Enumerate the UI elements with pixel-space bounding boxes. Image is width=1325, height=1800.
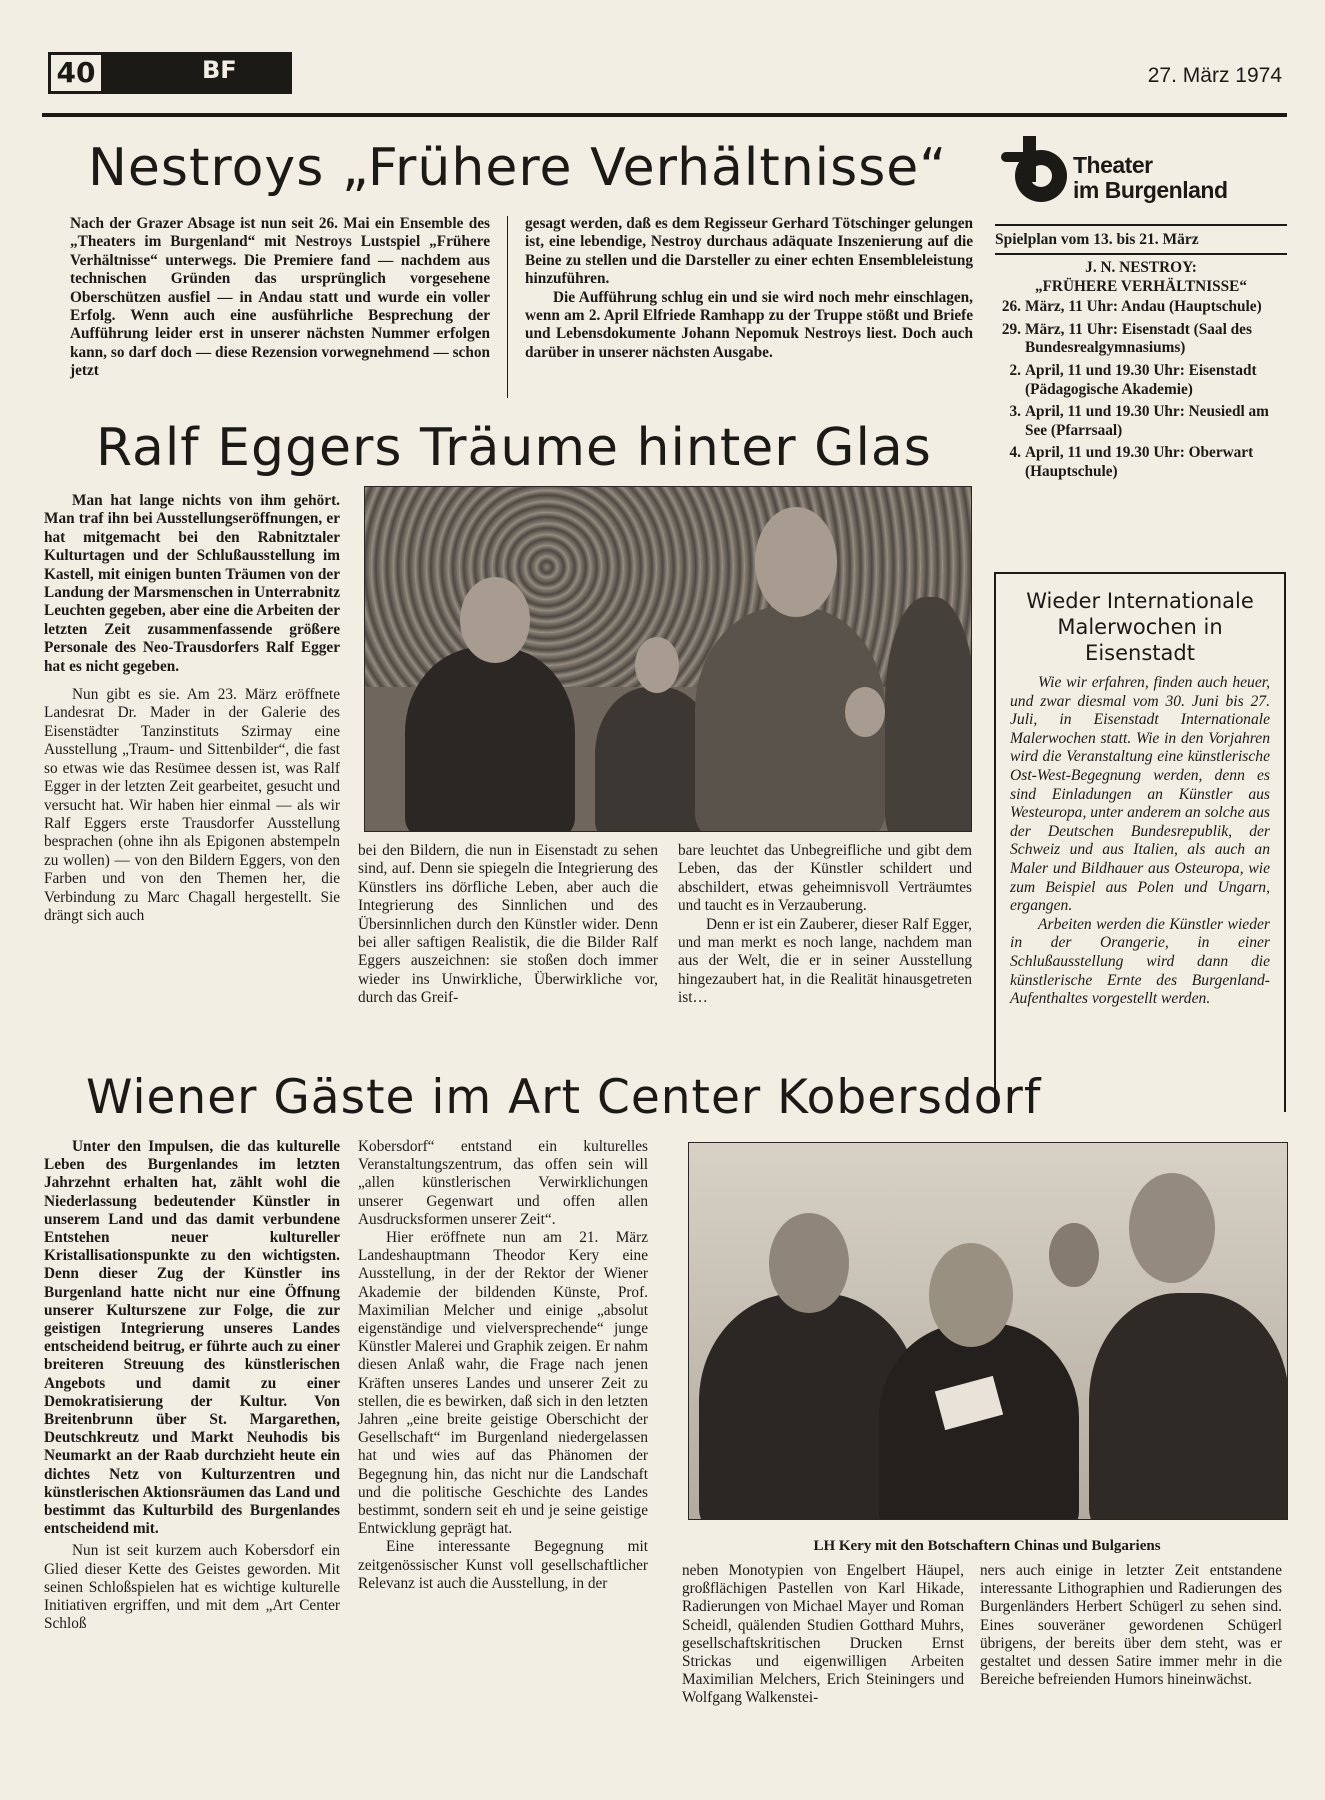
entry-text: April, 11 und 19.30 Uhr: Eisenstadt (Pädagogische Akademie) (1025, 361, 1257, 398)
schedule-entry (995, 403, 1287, 440)
person-center-head (929, 1243, 1013, 1347)
article3-col2-p2: Hier eröffnete nun am 21. März Landeshauptmann Theodor Kery eine Ausstellung, in der der Rektor der Wiener Akademie der bildenden Künste, Prof. Maximilian Melcher und einige „absolut eigenständige und vielversprechende“ junge Künstler Malerei und Graphik zeigen. Er nahm diesen Anlaß wahr, die Frage nach jenen Kräften unseres Landes und unserer Zeit zu stellen, die es bewirken, daß sich in den letzten Jahren „eine breite geistige Oberschicht der Gesellschaft“ im Burgenland niedergelassen hat und wies auf das Phänomen der Begegnung hin, das nicht nur die Landschaft und die politische Geschichte des Landes bestimmt, sondern seit eh und je seine geistige Entwicklung geprägt hat. (358, 1229, 648, 1538)
person-center (879, 1323, 1079, 1520)
page-number: 40 (48, 52, 104, 94)
schedule-entry (995, 321, 1287, 358)
article2-p2: Nun gibt es sie. Am 23. März eröffnete Landesrat Dr. Mader in der Galerie des Eisenstädter Tanzinstituts Szirmay eine Ausstellung „Traum- und Sittenbilder“, die fast so etwas wie das Resümee dessen ist, was Ralf Egger in der letzten Zeit gearbeitet, gesucht und versucht hat. Wir haben hier einmal — als wir Ralf Eggers erste Trausdorfer Ausstellung besprachen (ohne ihn als Epigonen abstempeln zu wollen) — von den Bildern Eggers, von den Farben und von den Themen her, die Verbindung zu Marc Chagall hergestellt. Sie drängt sich auch (44, 686, 340, 924)
person-right (1089, 1293, 1288, 1520)
article1-col-divider (507, 216, 508, 398)
person-left-head (460, 577, 530, 663)
malerwochen-title: Wieder Internationale Malerwochen in Eisenstadt (1026, 589, 1254, 665)
page-header (40, 50, 1290, 120)
entry-day: 26. (1001, 298, 1021, 316)
article1-col2 (525, 215, 973, 362)
article2-col3-p1: bare leuchtet das Unbegreifliche und gibt dem Leben, das der Künstler schildert und abschildert, etwas geheimnisvoll Verträumtes und taucht es in Verzauberung. (678, 842, 972, 915)
person-right (885, 597, 972, 832)
malerwochen-p1: Wie wir erfahren, finden auch heuer, und zwar diesmal vom 30. Juni bis 27. Juli, in Eisenstadt Internationale Malerwochen statt. Wie in den Vorjahren wird die Veranstaltung eine künstlerische Ost-West-Begegnung werden, denn es sind Einladungen an Künstler aus Westeuropa, unter anderem an solche aus der Deutschen Bundesrepublik, der Schweiz und aus Italien, als auch an Maler und Bildhauer aus Osteuropa, wie zum Beispiel aus Polen und Ungarn, ergangen. (1010, 674, 1270, 915)
article1-col2-p2: Die Aufführung schlug ein und sie wird noch mehr einschlagen, wenn am 2. April Elfriede Ramhapp zu der Truppe stößt und Briefe und Lebensdokumente Johann Nepomuk Nestroys liest. Doch auch darüber in unserer nächsten Ausgabe. (525, 288, 973, 361)
kery-ambassadors-photo (688, 1142, 1288, 1520)
article3-col1 (44, 1138, 340, 1633)
article3-col2-p3: Eine interessante Begegnung mit zeitgenössischer Kunst voll gesellschaftlicher Relevanz ist auch die Ausstellung, in der (358, 1538, 648, 1592)
article3-col1-p2: Nun ist seit kurzem auch Kobersdorf ein Glied dieser Kette des Geistes geworden. Mit seinen Schloßspielen hat es wichtige kulturelle Initiativen ergriffen, und mit dem „Art Center Schloß (44, 1542, 340, 1633)
play-title: „FRÜHERE VERHÄLTNISSE“ (1034, 277, 1248, 295)
article2-col1 (44, 492, 340, 925)
article1-col2-p1: gesagt werden, daß es dem Regisseur Gerhard Tötschinger gelungen ist, eine lebendige, Nestroy durchaus adäquate Inszenierung auf die Beine zu stellen und die Darsteller zu einer echten Ensembleleistung hinzuführen. (525, 215, 973, 288)
theater-logo-icon (995, 130, 1075, 210)
egger-exhibition-photo (364, 486, 972, 832)
article2-lead: Man hat lange nichts von ihm gehört. Man traf ihn bei Ausstellungseröffnungen, er hat mitgemacht bei den Rabnitztaler Kulturtagen und der Schlußausstellung im Kastell, mit einigen bunten Träumen von der Landung der Marsmenschen in Unterrabnitz Leuchten gegeben, aber eine die Arbeiten der letzten Zeit zusammenfassende größere Personale des Neo-Trausdorfers Ralf Egger hat es nicht gegeben. (44, 492, 340, 675)
article2-col2: bei den Bildern, die nun in Eisenstadt zu sehen sind, auf. Denn sie spiegeln die Integrierung des Künstlers ins dörfliche Leben, aber auch die Integrierung des Sinnlichen und des Übersinnlichen durch den Künstler wider. Denn bei aller saftigen Realistik, die die Bilder Ralf Eggers auszeichnen: sie stoßen doch immer wieder ins Unwirkliche, Überwirkliche vor, durch das Greif- (358, 842, 658, 1007)
article3-col1-p1: Unter den Impulsen, die das kulturelle Leben des Burgenlandes im letzten Jahrzehnt erhalten hat, zählt wohl die Niederlassung bedeutender Künstler in unserem Land und das damit verbundene Entstehen neuer kultureller Kristallisationspunkte zu den wichtigsten. Denn dieser Zug der Künstler ins Burgenland hatte nicht nur eine Öffnung unserer Kulturszene zur Folge, die zur geistigen Integrierung unseres Landes entscheidend beitrug, er führte auch zu einer breiteren Streuung des künstlerischen Angebots und damit zu einer Demokratisierung der Kultur. Von Breitenbrunn über St. Margarethen, Deutschkreutz und Markt Neuhodis bis Neumarkt an der Raab durchzieht heute ein dichtes Netz von Kulturzentren und künstlerischen Aktionsräumen das Land und bestimmt das Kulturbild des Burgenlandes entscheidend mit. (44, 1138, 340, 1538)
article2-title: Ralf Eggers Träume hinter Glas (96, 418, 932, 478)
article1-title: Nestroys „Frühere Verhältnisse“ (88, 138, 948, 198)
person-back-head (1049, 1223, 1099, 1287)
schedule-entry (995, 444, 1287, 481)
play-author: J. N. NESTROY: (1085, 259, 1197, 276)
schedule-list (995, 298, 1287, 481)
article3-col2 (358, 1138, 648, 1593)
publication-label (102, 52, 292, 94)
kery-photo-caption: LH Kery mit den Botschaftern Chinas und Bulgariens (813, 1538, 1161, 1554)
article1-col1: Nach der Grazer Absage ist nun seit 26. Mai ein Ensemble des „Theaters im Burgenland“ mit Nestroys Lustspiel „Frühere Verhältnisse“ unterwegs. Die Premiere fand — nachdem aus technischen Gründen das ursprünglich vorgesehene Oberschützen ausfiel — in Andau statt und wurde ein voller Erfolg. Wenn auch eine ausführliche Besprechung der Aufführung leider erst in unserer nächsten Nummer erfolgen kann, so darf doch — diese Rezension vorwegnehmend — schon jetzt (70, 215, 490, 380)
entry-day: 3. (1009, 403, 1021, 421)
article2-col3-p2: Denn er ist ein Zauberer, dieser Ralf Egger, und man merkt es noch lange, nachdem man aus der Welt, die er in seiner Ausstellung hingezaubert hat, in die Realität hinausgetreten ist… (678, 915, 972, 1007)
publication-name: BF (202, 56, 237, 84)
article3-col4: ners auch einige in letzter Zeit entstandene interessante Lithographien und Radierungen des Burgenländers Herbert Schügerl zu sehen sind. Eines souveräner gewordenen Schügerl übrigens, der bereits über dem steht, was er gestaltet und dessen Satire immer mehr in die Bereiche befreienden Humors hineinwächst. (980, 1562, 1282, 1689)
entry-text: April, 11 und 19.30 Uhr: Neusiedl am See (Pfarrsaal) (1025, 403, 1269, 439)
person-center-head (635, 637, 679, 693)
article2-col3 (678, 842, 972, 1008)
issue-date: 27. März 1974 (1147, 64, 1282, 87)
schedule-entry (995, 362, 1287, 399)
person-right-head (1129, 1173, 1215, 1283)
entry-day: 29. (1001, 320, 1021, 338)
malerwochen-p2: Arbeiten werden die Künstler wieder in der Orangerie, in einer Schlußausstellung wird dann die künstlerische Ernte des Burgenland-Aufenthaltes vorgestellt werden. (1010, 915, 1270, 1008)
schedule-heading: Spielplan vom 13. bis 21. März (995, 231, 1199, 248)
child-head (845, 687, 885, 737)
malerwochen-box (994, 572, 1286, 1112)
logo-text-line1: Theater (1073, 152, 1153, 178)
article3-col2-p1: Kobersdorf“ entstand ein kulturelles Veranstaltungszentrum, das offen sein will „allen künstlerischen Verwirklichungen unserer Gegenwart und offen allen Ausdrucksformen unserer Zeit“. (358, 1138, 648, 1228)
person-main-head (755, 507, 837, 617)
entry-text: März, 11 Uhr: Andau (Hauptschule) (1025, 298, 1262, 316)
entry-text: April, 11 und 19.30 Uhr: Oberwart (Hauptschule) (1025, 444, 1254, 480)
entry-day: 2. (1009, 361, 1021, 379)
sidebar (995, 130, 1287, 482)
person-left-head (769, 1213, 849, 1313)
article3-title: Wiener Gäste im Art Center Kobersdorf (86, 1070, 1042, 1125)
sidebar-rule-top (995, 224, 1287, 226)
theater-logo (995, 130, 1287, 218)
entry-day: 4. (1009, 444, 1021, 462)
article3-col3: neben Monotypien von Engelbert Häupel, großflächigen Pastellen von Karl Hikade, Radierungen von Michael Mayer und Roman Scheidl, quälenden Studien Gotthard Muhrs, gesellschaftskritischen Drucken Ernst Strickas und eigenwilligen Arbeiten Maximilian Melchers, Erich Steiningers und Wolfgang Walkenstei- (682, 1562, 964, 1707)
entry-text: März, 11 Uhr: Eisenstadt (Saal des Bundesrealgymnasiums) (1025, 320, 1252, 357)
logo-text-line2: im Burgenland (1073, 177, 1228, 203)
sidebar-rule-2 (995, 253, 1287, 255)
person-left (405, 647, 575, 832)
header-rule (42, 113, 1287, 117)
schedule-entry (995, 298, 1287, 317)
